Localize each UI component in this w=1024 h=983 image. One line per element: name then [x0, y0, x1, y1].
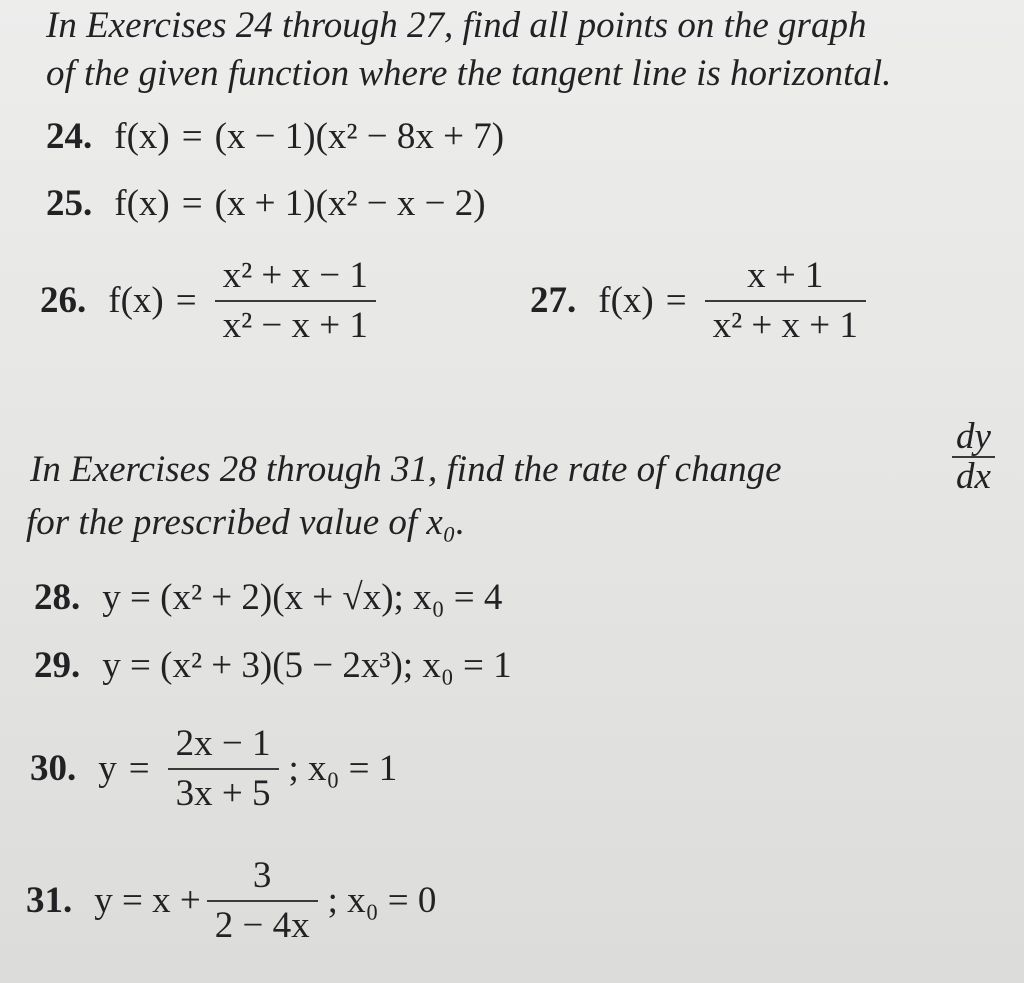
dy-dx-fraction	[946, 418, 1001, 496]
fraction	[168, 720, 279, 818]
numerator: x² + x − 1	[222, 255, 368, 296]
exercise-number: 27.	[530, 280, 577, 321]
exercise-number: 28.	[34, 577, 81, 618]
function-lhs: f(x)	[114, 183, 170, 224]
exercise-number: 29.	[34, 645, 81, 686]
condition: ; x₀ = 0	[327, 880, 437, 921]
equals-sign: =	[175, 280, 197, 321]
numerator: 2x − 1	[175, 723, 271, 764]
numerator: x + 1	[747, 255, 824, 296]
exercise-31	[26, 852, 436, 950]
exercise-25	[46, 182, 486, 226]
exercise-number: 26.	[40, 280, 87, 321]
denominator: 3x + 5	[175, 773, 271, 814]
section1-intro-line2: of the given function where the tangent line is horizontal.	[46, 53, 892, 94]
function-rhs: (x + 1)(x² − x − 2)	[214, 183, 486, 224]
exercise-number: 31.	[26, 880, 73, 921]
exercise-number: 24.	[46, 116, 93, 157]
exercise-number: 25.	[46, 183, 93, 224]
function-rhs: (x − 1)(x² − 8x + 7)	[214, 116, 505, 157]
section2-intro-line1: In Exercises 28 through 31, find the rate of change	[30, 449, 782, 490]
function-lhs: f(x)	[108, 280, 164, 321]
function-lhs: y	[98, 748, 117, 789]
exercise-number: 30.	[30, 748, 77, 789]
dy-numerator: dy	[956, 416, 991, 457]
denominator: x² + x + 1	[712, 305, 858, 346]
denominator: 2 − 4x	[214, 905, 310, 946]
condition: ; x₀ = 1	[288, 748, 398, 789]
section1-intro-line1: In Exercises 24 through 27, find all points on the graph	[46, 5, 867, 46]
fraction	[705, 252, 866, 350]
numerator: 3	[252, 855, 272, 896]
dx-denominator: dx	[956, 456, 991, 497]
exercise-27	[530, 252, 872, 350]
equals-sign: =	[181, 116, 203, 157]
expression: y = (x² + 3)(5 − 2x³); x₀ = 1	[102, 645, 512, 686]
equals-sign: =	[181, 183, 203, 224]
fraction	[215, 252, 376, 350]
function-lhs: y = x +	[94, 880, 201, 921]
exercise-26	[40, 252, 382, 350]
equals-sign: =	[665, 280, 687, 321]
fraction	[207, 852, 318, 950]
exercise-29	[34, 644, 512, 688]
exercise-28	[34, 576, 502, 620]
function-lhs: f(x)	[114, 116, 170, 157]
equals-sign: =	[128, 748, 150, 789]
exercise-30	[30, 720, 397, 818]
function-lhs: f(x)	[598, 280, 654, 321]
expression: y = (x² + 2)(x + √x); x₀ = 4	[102, 577, 503, 618]
section2-intro-line2: for the prescribed value of x₀.	[26, 502, 465, 543]
denominator: x² − x + 1	[222, 305, 368, 346]
exercise-24	[46, 115, 504, 159]
